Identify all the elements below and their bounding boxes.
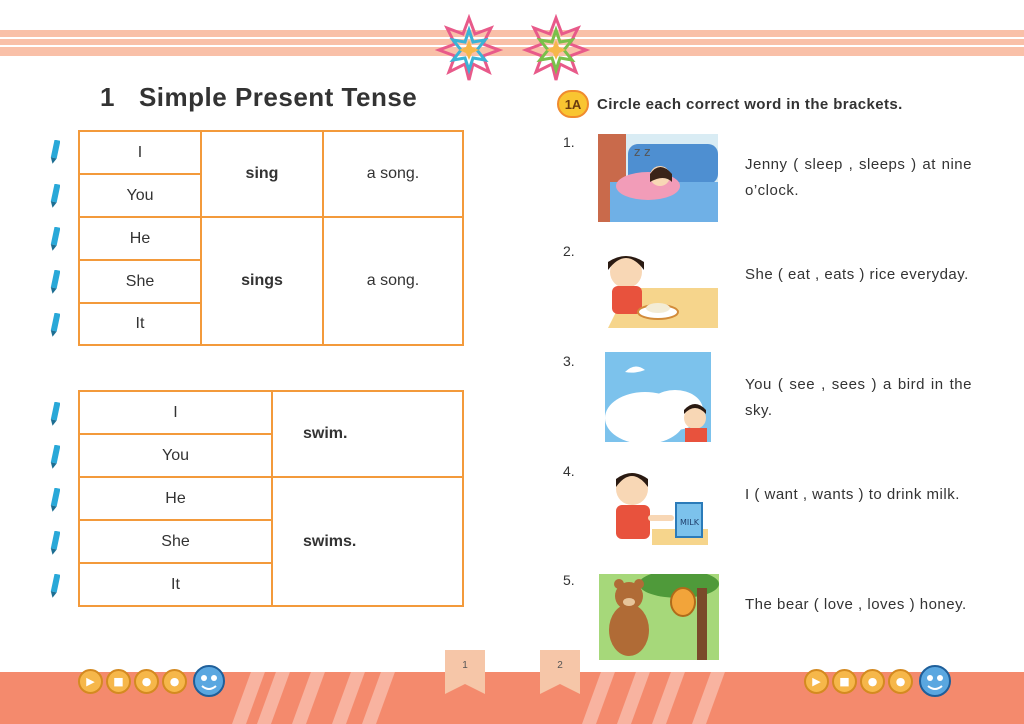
title-text: Simple Present Tense — [138, 82, 418, 112]
title-number: 1 — [100, 82, 115, 112]
subject-cell[interactable]: It — [80, 304, 202, 344]
subject-cell[interactable]: It — [80, 564, 273, 605]
boy-watching-bird-illustration — [605, 352, 711, 442]
svg-text:z z: z z — [634, 145, 651, 159]
pencil-icon[interactable] — [50, 488, 60, 512]
verb-cell: sing — [202, 132, 324, 218]
subject-cell[interactable]: I — [80, 392, 273, 435]
verb-cell: swim. — [273, 392, 462, 478]
stop-icon[interactable]: ■ — [832, 669, 857, 694]
microphone-icon[interactable]: ● — [134, 669, 159, 694]
pencil-icon[interactable] — [50, 227, 60, 251]
audio-controls-left — [78, 664, 226, 698]
play-pause-icon[interactable]: ▶ — [804, 669, 829, 694]
sing-conjugation-table — [78, 130, 464, 346]
bear-with-beehive-illustration — [599, 574, 719, 660]
exercise-badge: 1A — [557, 90, 589, 118]
pencil-icon[interactable] — [50, 402, 60, 426]
object-cell: a song. — [324, 132, 462, 218]
mascot-icon[interactable] — [918, 664, 952, 698]
girl-sleeping-illustration — [598, 134, 718, 222]
verb-cell: swims. — [303, 532, 357, 550]
svg-text:MILK: MILK — [680, 518, 699, 527]
question-text: Jenny ( sleep , sleeps ) at nine o’clock. — [745, 156, 972, 199]
stop-icon[interactable]: ■ — [106, 669, 131, 694]
question-number: 1. — [563, 134, 575, 150]
subject-cell[interactable]: He — [80, 218, 202, 261]
page-number-left: 1 — [462, 660, 468, 671]
record-icon[interactable]: ● — [888, 669, 913, 694]
pencil-icon[interactable] — [50, 313, 60, 337]
subject-cell[interactable]: You — [80, 435, 273, 478]
boy-pointing-milk-illustration — [606, 463, 708, 545]
mascot-icon[interactable] — [192, 664, 226, 698]
swim-conjugation-table — [78, 390, 464, 607]
page-tab-left — [445, 650, 485, 694]
page-number-right: 2 — [557, 660, 563, 671]
question-number: 2. — [563, 243, 575, 259]
page-tab-right — [540, 650, 580, 694]
star-ornament-icon — [425, 14, 513, 84]
exercise-instruction: Circle each correct word in the brackets. — [597, 95, 903, 113]
audio-controls-right — [804, 664, 952, 698]
question-number: 4. — [563, 463, 575, 479]
pencil-icon[interactable] — [50, 140, 60, 164]
pencil-icon[interactable] — [50, 270, 60, 294]
object-cell: a song. — [366, 272, 420, 289]
play-pause-icon[interactable]: ▶ — [78, 669, 103, 694]
microphone-icon[interactable]: ● — [860, 669, 885, 694]
question-text: You ( see , sees ) a bird in the sky. — [745, 376, 972, 419]
exercise-header — [557, 90, 903, 118]
subject-cell[interactable]: I — [80, 132, 202, 175]
pencil-icon[interactable] — [50, 574, 60, 598]
verb-cell: sings — [202, 218, 324, 344]
question-number: 3. — [563, 353, 575, 369]
subject-cell[interactable]: She — [80, 521, 273, 564]
question-text: The bear ( love , loves ) honey. — [745, 596, 967, 613]
subject-cell[interactable]: He — [80, 478, 273, 521]
question-number: 5. — [563, 572, 575, 588]
pencil-icon[interactable] — [50, 445, 60, 469]
question-text: She ( eat , eats ) rice everyday. — [745, 266, 969, 283]
star-ornament-icon — [512, 14, 600, 84]
question-text: I ( want , wants ) to drink milk. — [745, 486, 960, 503]
pencil-icon[interactable] — [50, 531, 60, 555]
girl-eating-rice-illustration — [598, 248, 718, 328]
subject-cell[interactable]: She — [80, 261, 202, 304]
pencil-icon[interactable] — [50, 184, 60, 208]
subject-cell[interactable]: You — [80, 175, 202, 218]
page-title — [100, 82, 417, 113]
record-icon[interactable]: ● — [162, 669, 187, 694]
